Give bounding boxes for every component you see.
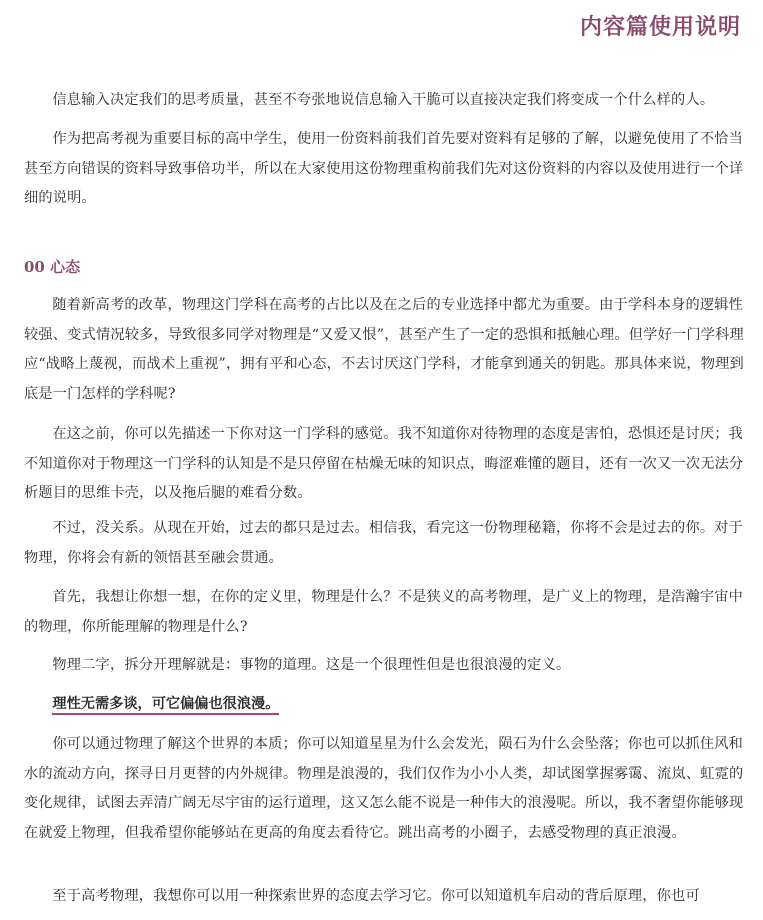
intro-paragraph-2: 作为把高考视为重要目标的高中学生，使用一份资料前我们首先要对资料有足够的了解，以避免使用了不恰当甚至方向错误的资料导致事倍功半，所以在大家使用这份物理重构前我们先对这份资料的内容以及使用进行一个详细的说明。 — [24, 131, 744, 206]
body-paragraph-5: 物理二字，拆分开理解就是：事物的道理。这是一个很理性但是也很浪漫的定义。 — [52, 657, 571, 673]
page-title: 内容篇使用说明 — [579, 14, 741, 40]
body-paragraph-2: 在这之前，你可以先描述一下你对这一门学科的感觉。我不知道你对待物理的态度是害怕，恐惧还是讨厌；我不知道你对于物理这一门学科的认知是不是只停留在枯燥无味的知识点，晦涩难懂的题目，还有一次又一次无法分析题目的思维卡壳，以及拖后腿的难看分数。 — [24, 426, 744, 501]
body-paragraph-1: 随着新高考的改革，物理这门学科在高考的占比以及在之后的专业选择中都尤为重要。由于学科本身的逻辑性较强、变式情况较多，导致很多同学对物理是“又爱又恨”，甚至产生了一定的恐惧和抵触心理。但学好一门学科理应“战略上蔑视，而战术上重视”，拥有平和心态，不去讨厌这门学科，才能拿到通关的钥匙。那具体来说，物理到底是一门怎样的学科呢? — [24, 297, 744, 402]
body-paragraph-3: 不过，没关系。从现在开始，过去的都只是过去。相信我，看完这一份物理秘籍，你将不会是过去的你。对于物理，你将会有新的领悟甚至融会贯通。 — [24, 520, 743, 566]
body-paragraph-7: 至于高考物理，我想你可以用一种探索世界的态度去学习它。你可以知道机车启动的背后原理，你也可 — [52, 888, 700, 904]
body-paragraph-4: 首先，我想让你想一想，在你的定义里，物理是什么？不是狭义的高考物理，是广义上的物理，是浩瀚宇宙中的物理，你所能理解的物理是什么? — [24, 589, 743, 635]
highlight-underline-text: 理性无需多谈，可它偏偏也很浪漫。 — [52, 696, 279, 715]
highlight-sentence — [24, 690, 279, 720]
intro-paragraph-1: 信息输入决定我们的思考质量，甚至不夸张地说信息输入干脆可以直接决定我们将变成一个什么样的人。 — [52, 92, 715, 108]
body-paragraph-6: 你可以通过物理了解这个世界的本质；你可以知道星星为什么会发光，陨石为什么会坠落；你也可以抓住风和水的流动方向，探寻日月更替的内外规律。物理是浪漫的，我们仅作为小小人类，却试图掌握雾霭、流岚、虹霓的变化规律，试图去弄清广阔无尽宇宙的运行道理，这又怎么能不说是一种伟大的浪漫呢。所以，我不奢望你能够现在就爱上物理，但我希望你能够站在更高的角度去看待它。跳出高考的小圈子，去感受物理的真正浪漫。 — [24, 736, 744, 841]
section-heading: 00 心态 — [24, 258, 81, 276]
